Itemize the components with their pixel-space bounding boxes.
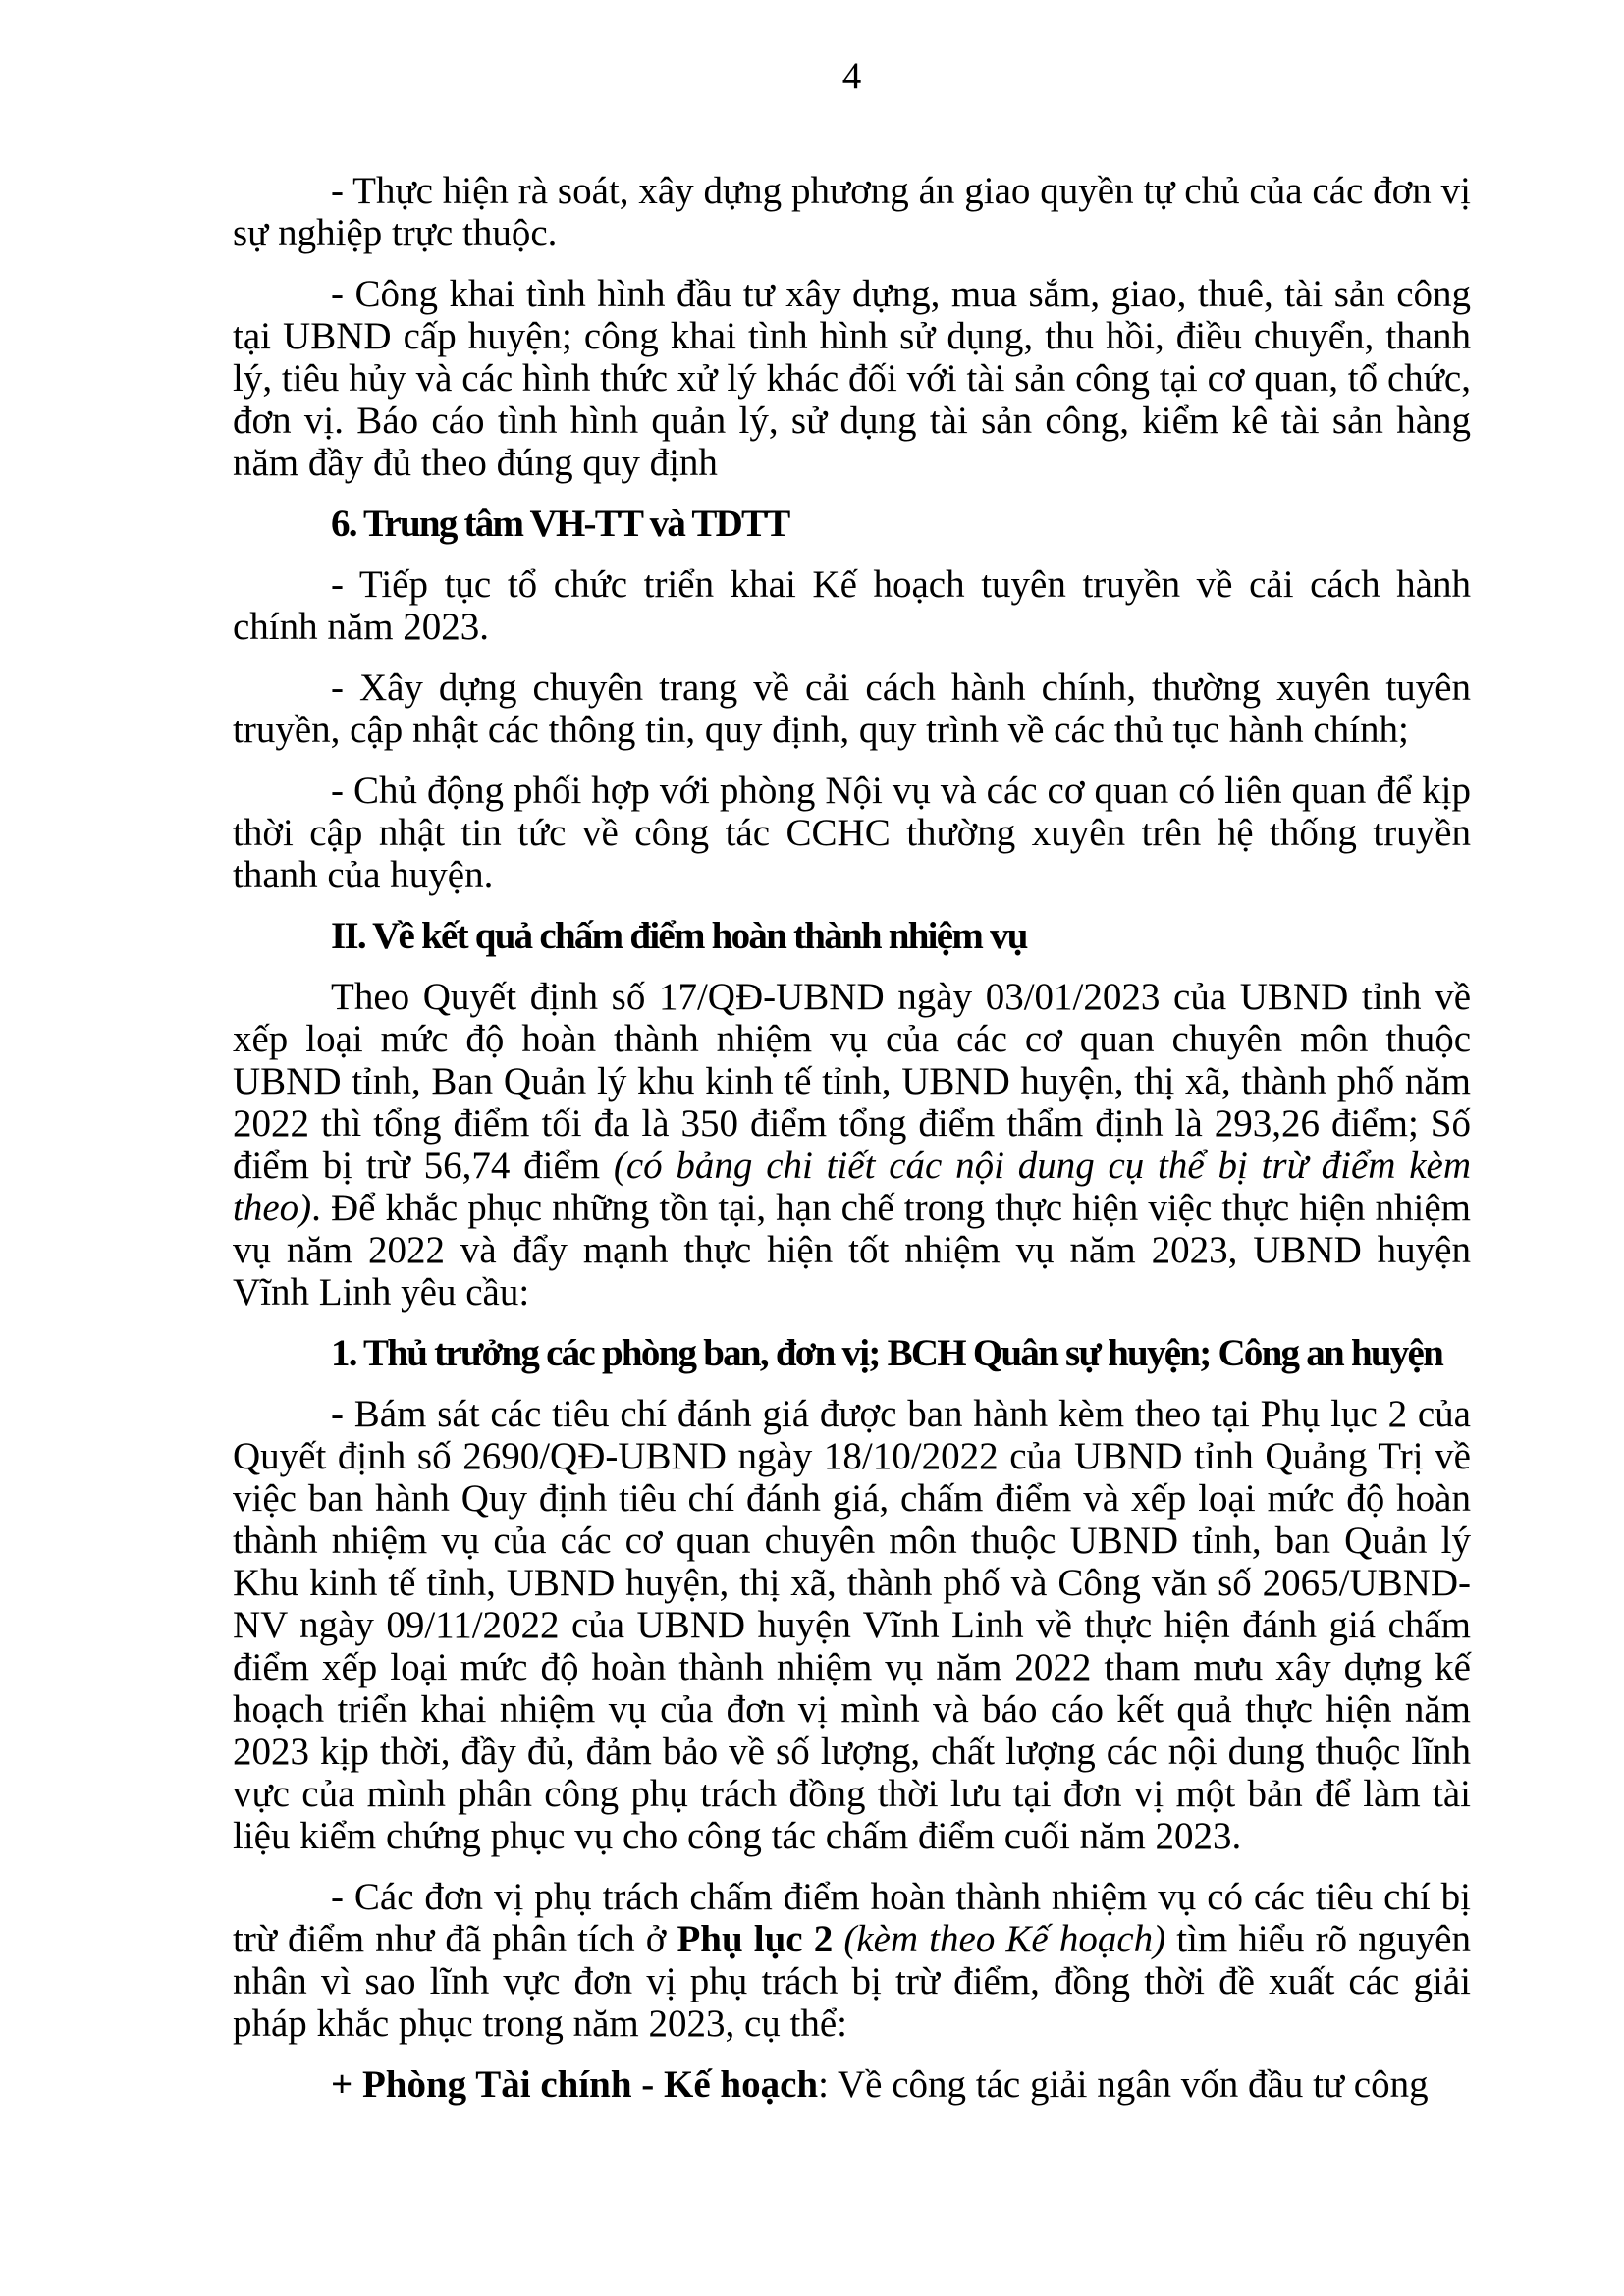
text-run: - Tiếp tục tổ chức triển khai Kế hoạch tuyên truyền về cải cách hành chính năm 2023. — [233, 563, 1471, 648]
paragraph — [233, 2063, 1471, 2106]
text-run: tìm hiểu rõ nguyên nhân vì sao lĩnh vực đơn vị phụ trách bị trừ điểm, đồng thời đề xuất các giải pháp khắc phục trong năm 2023, cụ thể: — [233, 1918, 1471, 2045]
text-run: + Phòng Tài chính - Kế hoạch — [331, 2063, 819, 2106]
text-run: II. Về kết quả chấm điểm hoàn thành nhiệm vụ — [331, 915, 1027, 957]
section-heading — [233, 915, 1471, 957]
text-run: - Công khai tình hình đầu tư xây dựng, mua sắm, giao, thuê, tài sản công tại UBND cấp huyện; công khai tình hình sử dụng, thu hồi, điều chuyển, thanh lý, tiêu hủy và các hình thức xử lý khác đối với tài sản công tại cơ quan, tổ chức, đơn vị. Báo cáo tình hình quản lý, sử dụng tài sản công, kiểm kê tài sản hàng năm đầy đủ theo đúng quy định — [233, 273, 1471, 484]
text-run: (kèm theo Kế hoạch) — [843, 1918, 1166, 1960]
text-run: Theo Quyết định số 17/QĐ-UBND ngày 03/01/2023 của UBND tỉnh về xếp loại mức độ hoàn thành nhiệm vụ của các cơ quan chuyên môn thuộc UBND tỉnh, Ban Quản lý khu kinh tế tỉnh, UBND huyện, thị xã, thành phố năm 2022 thì tổng điểm tối đa là 350 điểm tổng điểm thẩm định là 293,26 điểm; Số điểm bị trừ 56,74 điểm — [233, 976, 1471, 1187]
paragraph — [233, 976, 1471, 1313]
text-run: - Thực hiện rà soát, xây dựng phương án giao quyền tự chủ của các đơn vị sự nghiệp trực thuộc. — [233, 170, 1471, 254]
text-run: - Xây dựng chuyên trang về cải cách hành chính, thường xuyên tuyên truyền, cập nhật các thông tin, quy định, quy trình về các thủ tục hành chính; — [233, 667, 1471, 751]
paragraph — [233, 563, 1471, 648]
paragraph — [233, 1393, 1471, 1857]
text-run: : Về công tác giải ngân vốn đầu tư công — [818, 2063, 1429, 2106]
paragraph — [233, 170, 1471, 254]
text-run: Phụ lục 2 — [677, 1918, 844, 1960]
paragraph — [233, 1876, 1471, 2045]
text-run: (có bảng chi tiết các nội dung cụ thể bị trừ điểm kèm theo) — [233, 1145, 1471, 1229]
document-body — [233, 170, 1471, 2106]
section-heading — [233, 503, 1471, 545]
text-run: - Các đơn vị phụ trách chấm điểm hoàn thành nhiệm vụ có các tiêu chí bị trừ điểm như đã phân tích ở — [233, 1876, 1471, 1960]
section-heading — [233, 1332, 1471, 1374]
text-run: - Chủ động phối hợp với phòng Nội vụ và các cơ quan có liên quan để kịp thời cập nhật tin tức về công tác CCHC thường xuyên trên hệ thống truyền thanh của huyện. — [233, 770, 1471, 896]
paragraph — [233, 273, 1471, 484]
text-run: - Bám sát các tiêu chí đánh giá được ban hành kèm theo tại Phụ lục 2 của Quyết định số 2690/QĐ-UBND ngày 18/10/2022 của UBND tỉnh Quảng Trị về việc ban hành Quy định tiêu chí đánh giá, chấm điểm và xếp loại mức độ hoàn thành nhiệm vụ của các cơ quan chuyên môn thuộc UBND tỉnh, ban Quản lý Khu kinh tế tỉnh, UBND huyện, thị xã, thành phố và Công văn số 2065/UBND-NV ngày 09/11/2022 của UBND huyện Vĩnh Linh về thực hiện đánh giá chấm điểm xếp loại mức độ hoàn thành nhiệm vụ năm 2022 tham mưu xây dựng kế hoạch triển khai nhiệm vụ của đơn vị mình và báo cáo kết quả thực hiện năm 2023 kịp thời, đầy đủ, đảm bảo về số lượng, chất lượng các nội dung thuộc lĩnh vực của mình phân công phụ trách đồng thời lưu tại đơn vị một bản để làm tài liệu kiểm chứng phục vụ cho công tác chấm điểm cuối năm 2023. — [233, 1393, 1471, 1857]
paragraph — [233, 770, 1471, 896]
text-run: 1. Thủ trưởng các phòng ban, đơn vị; BCH Quân sự huyện; Công an huyện — [331, 1332, 1443, 1374]
paragraph — [233, 667, 1471, 751]
page-number: 4 — [841, 55, 862, 97]
text-run: . Để khắc phục những tồn tại, hạn chế trong thực hiện việc thực hiện nhiệm vụ năm 2022 và đẩy mạnh thực hiện tốt nhiệm vụ năm 2023, UBND huyện Vĩnh Linh yêu cầu: — [233, 1187, 1471, 1313]
text-run: 6. Trung tâm VH-TT và TDTT — [331, 503, 789, 545]
